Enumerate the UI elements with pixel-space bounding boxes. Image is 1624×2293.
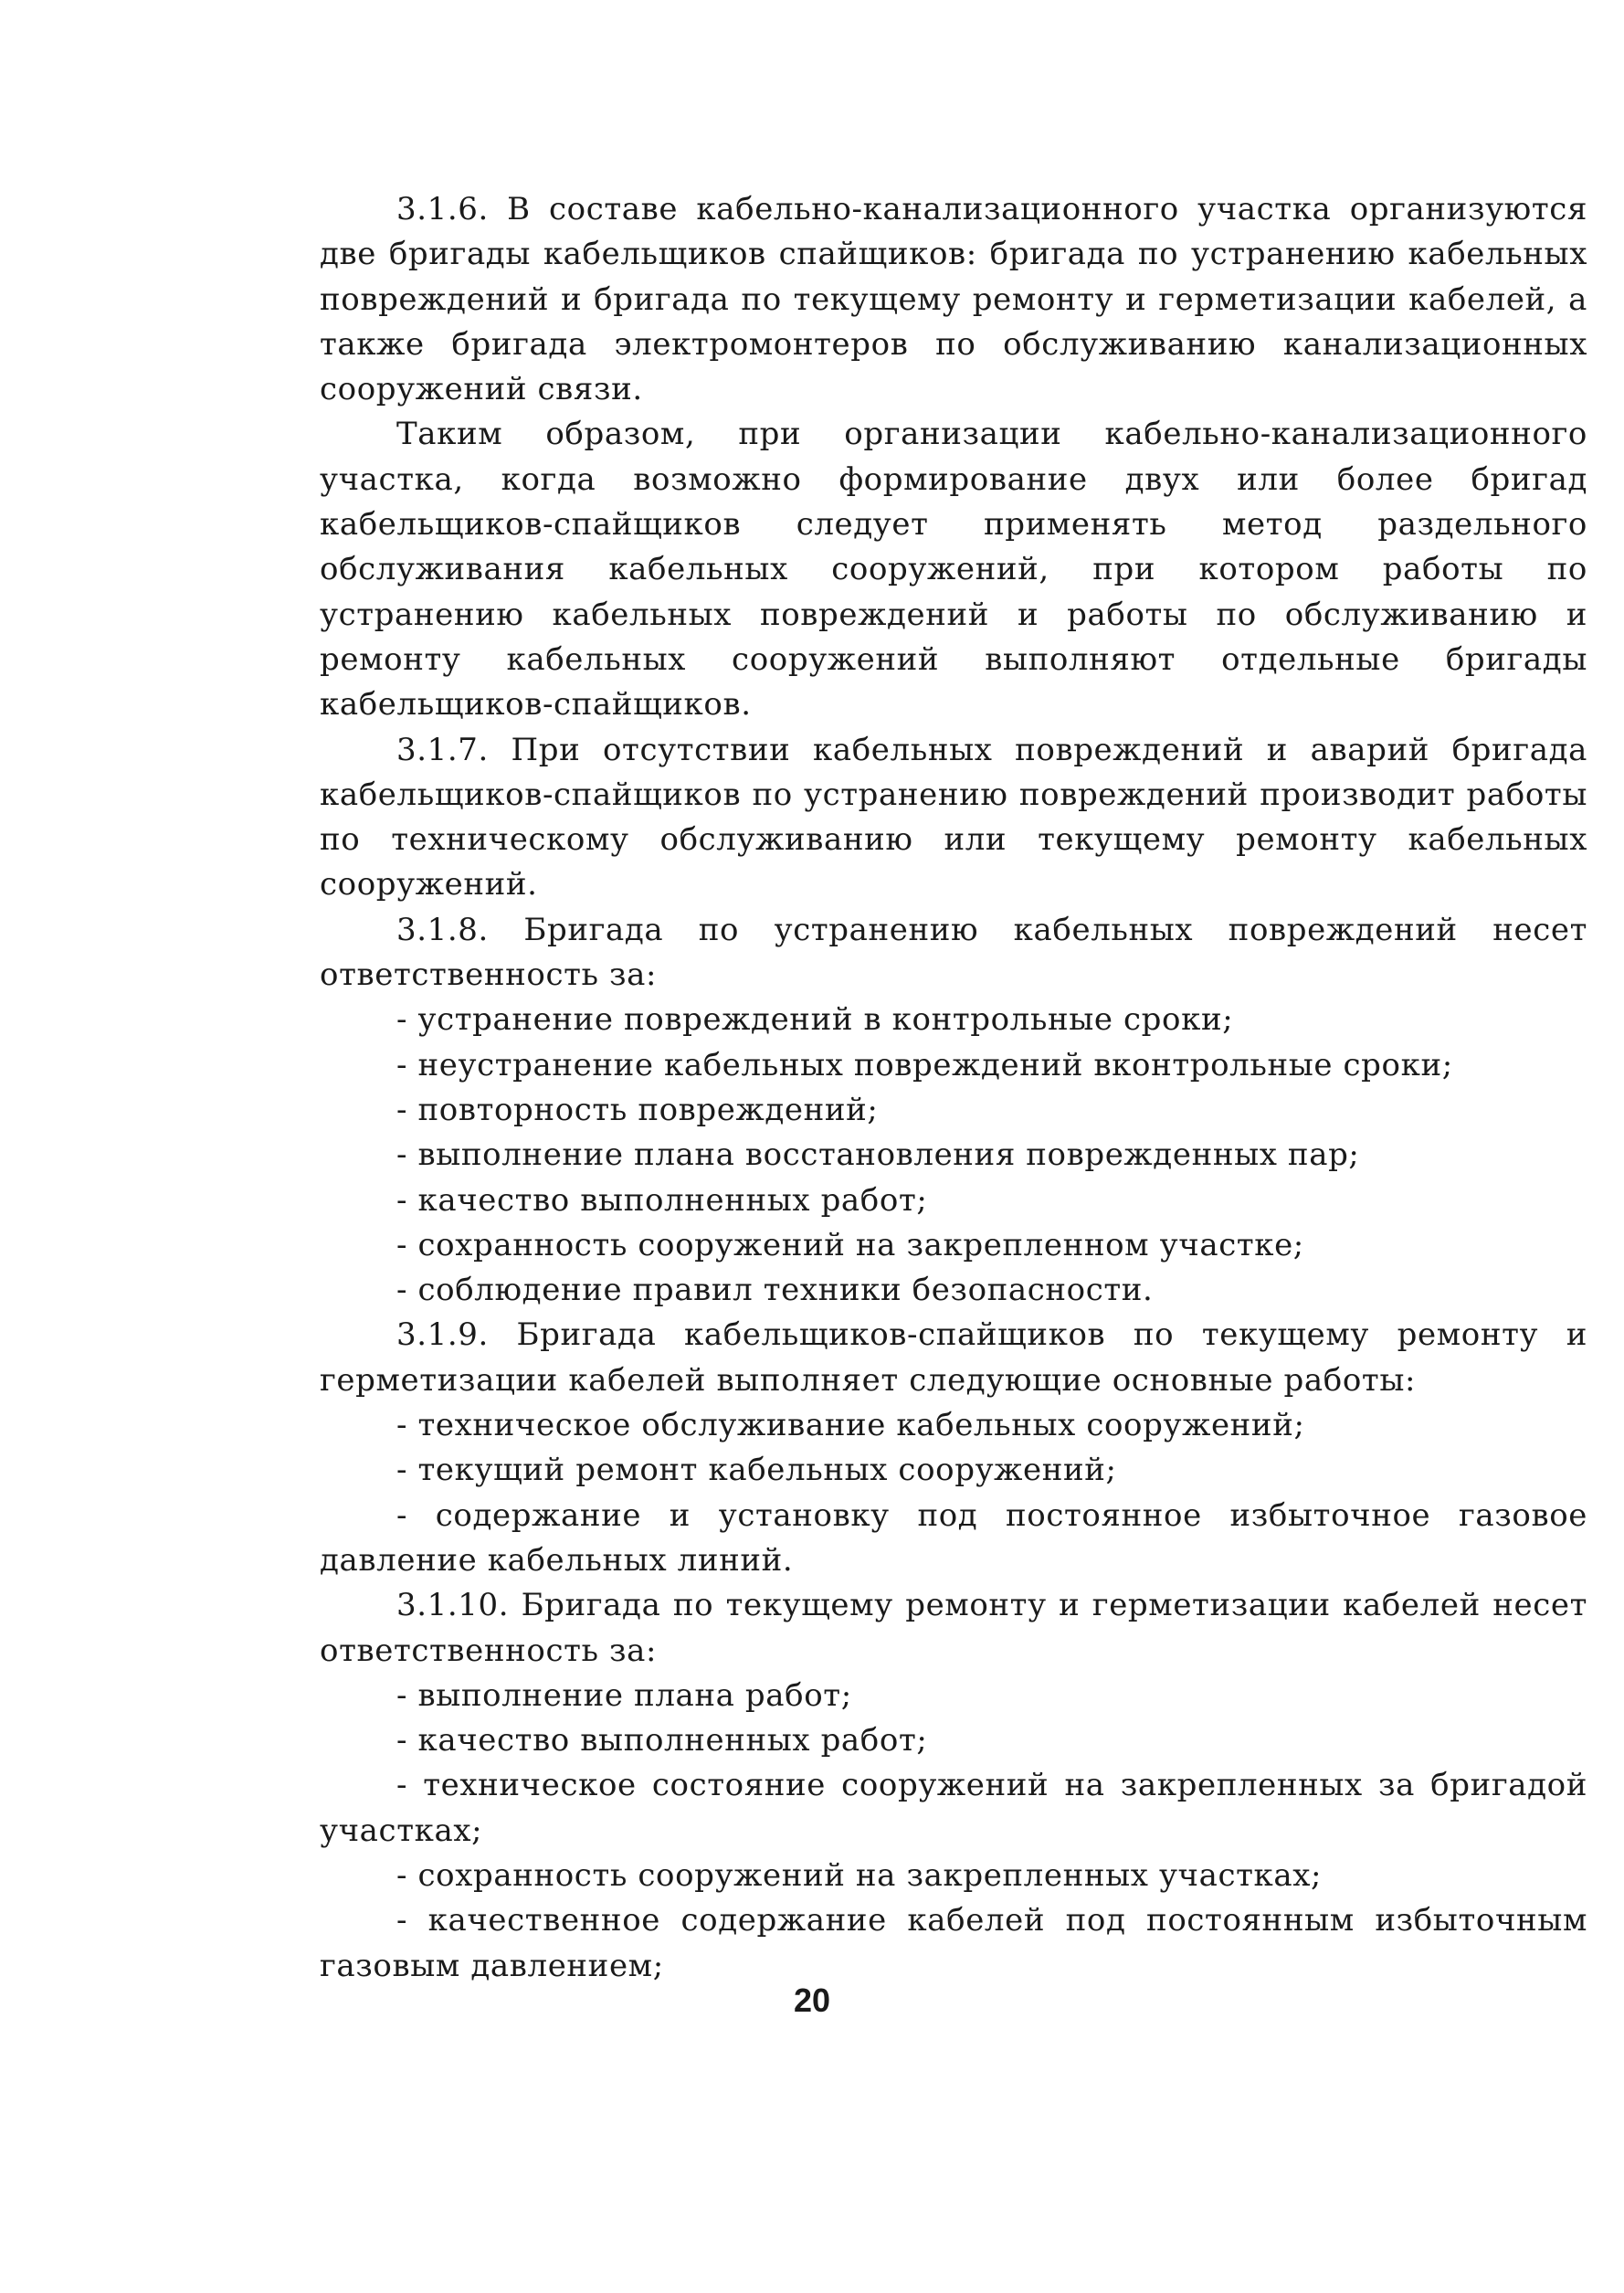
paragraph-3-1-6: 3.1.6. В составе кабельно-канализационного участка организуются две бригады кабельщиков спайщиков: бригада по устранению кабельных повреждений и бригада по текущему ремонту и герметизации кабелей, а также бригада электромонтеров по обслуживанию канализационных сооружений связи.: [320, 191, 1587, 408]
body-text: [320, 187, 1587, 1989]
paragraph-3-1-9: 3.1.9. Бригада кабельщиков-спайщиков по текущему ремонту и герметизации кабелей выполняет следующие основные работы:: [320, 1316, 1587, 1399]
list-item: - техническое состояние сооружений на закрепленных за бригадой участках;: [320, 1767, 1587, 1849]
list-item: - соблюдение правил техники безопасности.: [396, 1272, 1154, 1309]
list-item: - текущий ремонт кабельных сооружений;: [396, 1452, 1117, 1489]
list-item: - качество выполненных работ;: [396, 1722, 928, 1759]
list-item: - качество выполненных работ;: [396, 1181, 928, 1219]
list-item: - повторность повреждений;: [396, 1091, 879, 1128]
list-item: - сохранность сооружений на закрепленном участке;: [396, 1226, 1304, 1263]
list-item: - выполнение плана работ;: [396, 1676, 852, 1714]
page-number: 20: [793, 1981, 831, 2019]
paragraph-3-1-8: 3.1.8. Бригада по устранению кабельных повреждений несет ответственность за:: [320, 911, 1587, 994]
list-item: - техническое обслуживание кабельных сооружений;: [396, 1407, 1305, 1444]
list-item: - выполнение плана восстановления поврежденных пар;: [396, 1136, 1360, 1174]
paragraph-3-1-10: 3.1.10. Бригада по текущему ремонту и герметизации кабелей несет ответственность за:: [320, 1587, 1587, 1669]
paragraph-summary: Таким образом, при организации кабельно-канализационного участка, когда возможно формирование двух или более бригад кабельщиков-спайщиков следует применять метод раздельного обслуживания кабельных сооружений, при котором работы по устранению кабельных повреждений и работы по обслуживанию и ремонту кабельных сооружений выполняют отдельные бригады кабельщиков-спайщиков.: [320, 416, 1587, 724]
list-item: - неустранение кабельных повреждений вконтрольные сроки;: [396, 1046, 1453, 1083]
list-item: - устранение повреждений в контрольные сроки;: [396, 1001, 1234, 1039]
list-item: - содержание и установку под постоянное избыточное газовое давление кабельных линий.: [320, 1496, 1587, 1579]
paragraph-3-1-7: 3.1.7. При отсутствии кабельных повреждений и аварий бригада кабельщиков-спайщиков по устранению повреждений производит работы по техническому обслуживанию или текущему ремонту кабельных сооружений.: [320, 731, 1587, 903]
list-item: - качественное содержание кабелей под постоянным избыточным газовым давлением;: [320, 1902, 1587, 1984]
list-item: - сохранность сооружений на закрепленных участках;: [396, 1856, 1323, 1894]
